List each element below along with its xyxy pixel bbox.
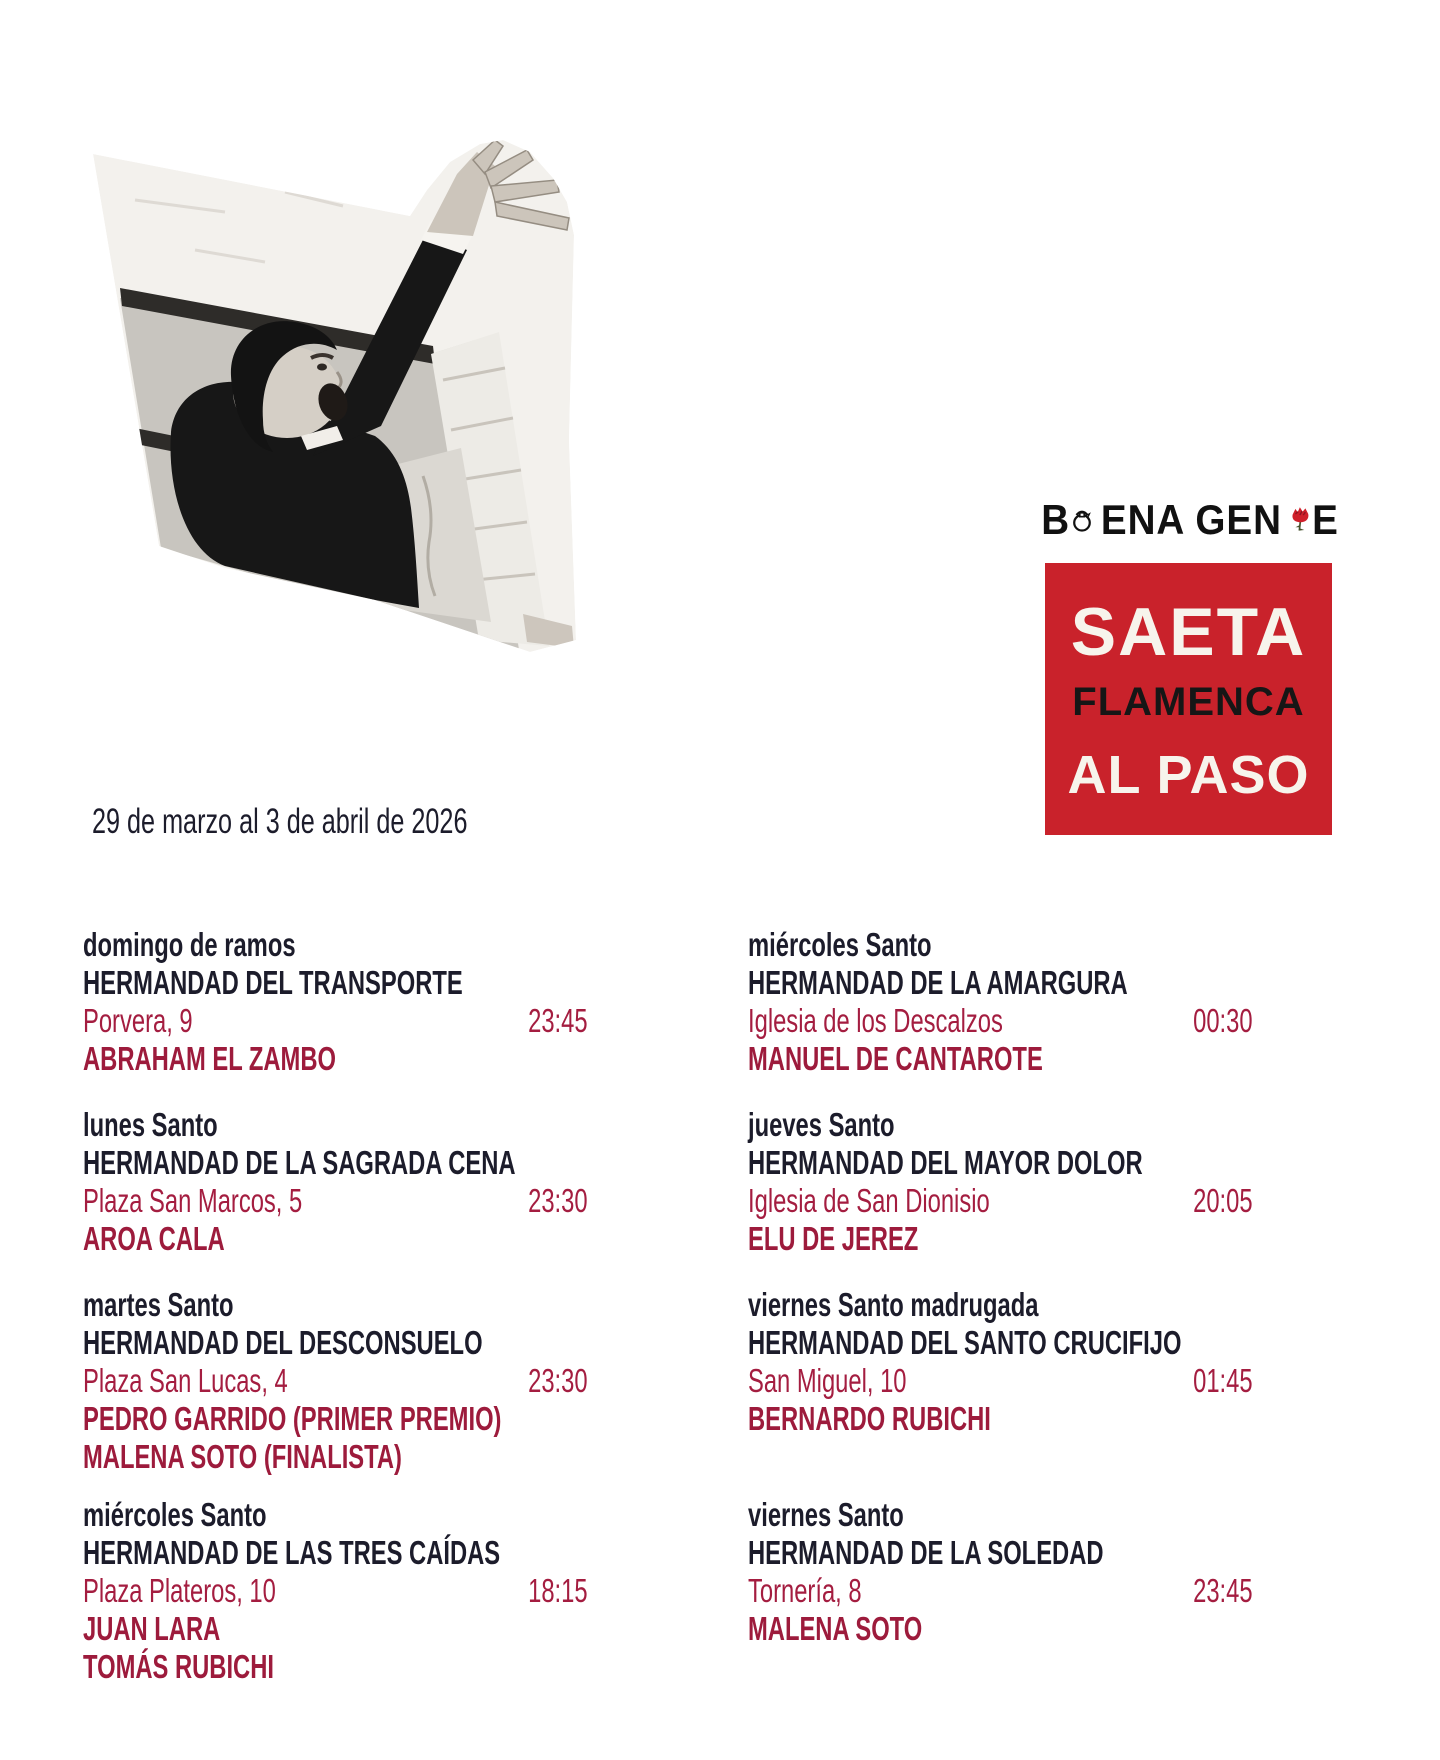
event-hermandad: HERMANDAD DE LA SOLEDAD bbox=[748, 1534, 1104, 1571]
event-day: viernes Santo madrugada bbox=[748, 1286, 1039, 1323]
event-time: 23:45 bbox=[528, 1002, 588, 1039]
event-venue-time bbox=[83, 1182, 588, 1220]
event-card bbox=[83, 1496, 588, 1686]
event-performer: BERNARDO RUBICHI bbox=[748, 1400, 991, 1437]
event-card bbox=[83, 1286, 588, 1496]
event-time: 01:45 bbox=[1193, 1362, 1253, 1399]
event-hermandad: HERMANDAD DE LAS TRES CAÍDAS bbox=[83, 1534, 501, 1571]
event-day: domingo de ramos bbox=[83, 926, 296, 963]
carnation-icon bbox=[1291, 495, 1310, 545]
event-venue-time bbox=[748, 1002, 1253, 1040]
event-venue-time bbox=[83, 1002, 588, 1040]
event-day: miércoles Santo bbox=[83, 1496, 267, 1533]
event-performer: MALENA SOTO bbox=[748, 1610, 923, 1647]
event-venue: Plaza San Lucas, 4 bbox=[83, 1362, 288, 1399]
event-hermandad: HERMANDAD DE LA AMARGURA bbox=[748, 964, 1128, 1001]
event-venue: Iglesia de San Dionisio bbox=[748, 1182, 990, 1219]
event-performer: JUAN LARA bbox=[83, 1610, 221, 1647]
event-hermandad: HERMANDAD DE LA SAGRADA CENA bbox=[83, 1144, 516, 1181]
event-time: 20:05 bbox=[1193, 1182, 1253, 1219]
event-performer: TOMÁS RUBICHI bbox=[83, 1648, 274, 1685]
event-time: 00:30 bbox=[1193, 1002, 1253, 1039]
event-venue-time bbox=[748, 1572, 1253, 1610]
event-banner bbox=[1045, 563, 1332, 835]
banner-line-1: SAETA bbox=[1070, 594, 1307, 670]
event-venue-time bbox=[748, 1182, 1253, 1220]
event-card bbox=[83, 926, 588, 1106]
event-card bbox=[83, 1106, 588, 1286]
event-time: 18:15 bbox=[528, 1572, 588, 1609]
event-performer: MANUEL DE CANTAROTE bbox=[748, 1040, 1043, 1077]
event-day: martes Santo bbox=[83, 1286, 234, 1323]
brand-text-part3: E bbox=[1312, 496, 1339, 543]
brand-logo bbox=[1040, 496, 1340, 544]
event-venue: Plaza San Marcos, 5 bbox=[83, 1182, 303, 1219]
event-venue-time bbox=[83, 1572, 588, 1610]
event-day: jueves Santo bbox=[748, 1106, 895, 1143]
event-venue: Iglesia de los Descalzos bbox=[748, 1002, 1003, 1039]
event-hermandad: HERMANDAD DEL MAYOR DOLOR bbox=[748, 1144, 1143, 1181]
event-venue: San Miguel, 10 bbox=[748, 1362, 907, 1399]
date-range: 29 de marzo al 3 de abril de 2026 bbox=[92, 802, 468, 841]
event-time: 23:45 bbox=[1193, 1572, 1253, 1609]
event-hermandad: HERMANDAD DEL SANTO CRUCIFIJO bbox=[748, 1324, 1182, 1361]
event-time: 23:30 bbox=[528, 1362, 588, 1399]
brand-text-part1: B bbox=[1041, 496, 1071, 543]
event-performer: PEDRO GARRIDO (PRIMER PREMIO) bbox=[83, 1400, 502, 1437]
event-venue: Porvera, 9 bbox=[83, 1002, 193, 1039]
event-hermandad: HERMANDAD DEL TRANSPORTE bbox=[83, 964, 463, 1001]
event-venue-time bbox=[83, 1362, 588, 1400]
brand-text-part2: ENA GEN bbox=[1101, 496, 1283, 543]
event-venue-time bbox=[748, 1362, 1253, 1400]
saeta-singer-photo bbox=[75, 140, 590, 725]
event-card bbox=[748, 926, 1253, 1106]
event-hermandad: HERMANDAD DEL DESCONSUELO bbox=[83, 1324, 483, 1361]
event-card bbox=[748, 1106, 1253, 1286]
event-performer: ABRAHAM EL ZAMBO bbox=[83, 1040, 336, 1077]
event-venue: Tornería, 8 bbox=[748, 1572, 862, 1609]
botijo-icon bbox=[1072, 498, 1092, 542]
event-performer: AROA CALA bbox=[83, 1220, 225, 1257]
event-day: viernes Santo bbox=[748, 1496, 904, 1533]
event-card bbox=[748, 1286, 1253, 1496]
banner-line-2: FLAMENCA bbox=[1072, 680, 1305, 724]
event-performer: MALENA SOTO (FINALISTA) bbox=[83, 1438, 402, 1475]
event-time: 23:30 bbox=[528, 1182, 588, 1219]
event-venue: Plaza Plateros, 10 bbox=[83, 1572, 276, 1609]
event-day: lunes Santo bbox=[83, 1106, 218, 1143]
event-card bbox=[748, 1496, 1253, 1686]
event-day: miércoles Santo bbox=[748, 926, 932, 963]
schedule-grid bbox=[83, 926, 1253, 1686]
banner-line-3: AL PASO bbox=[1067, 745, 1310, 805]
event-performer: ELU DE JEREZ bbox=[748, 1220, 919, 1257]
